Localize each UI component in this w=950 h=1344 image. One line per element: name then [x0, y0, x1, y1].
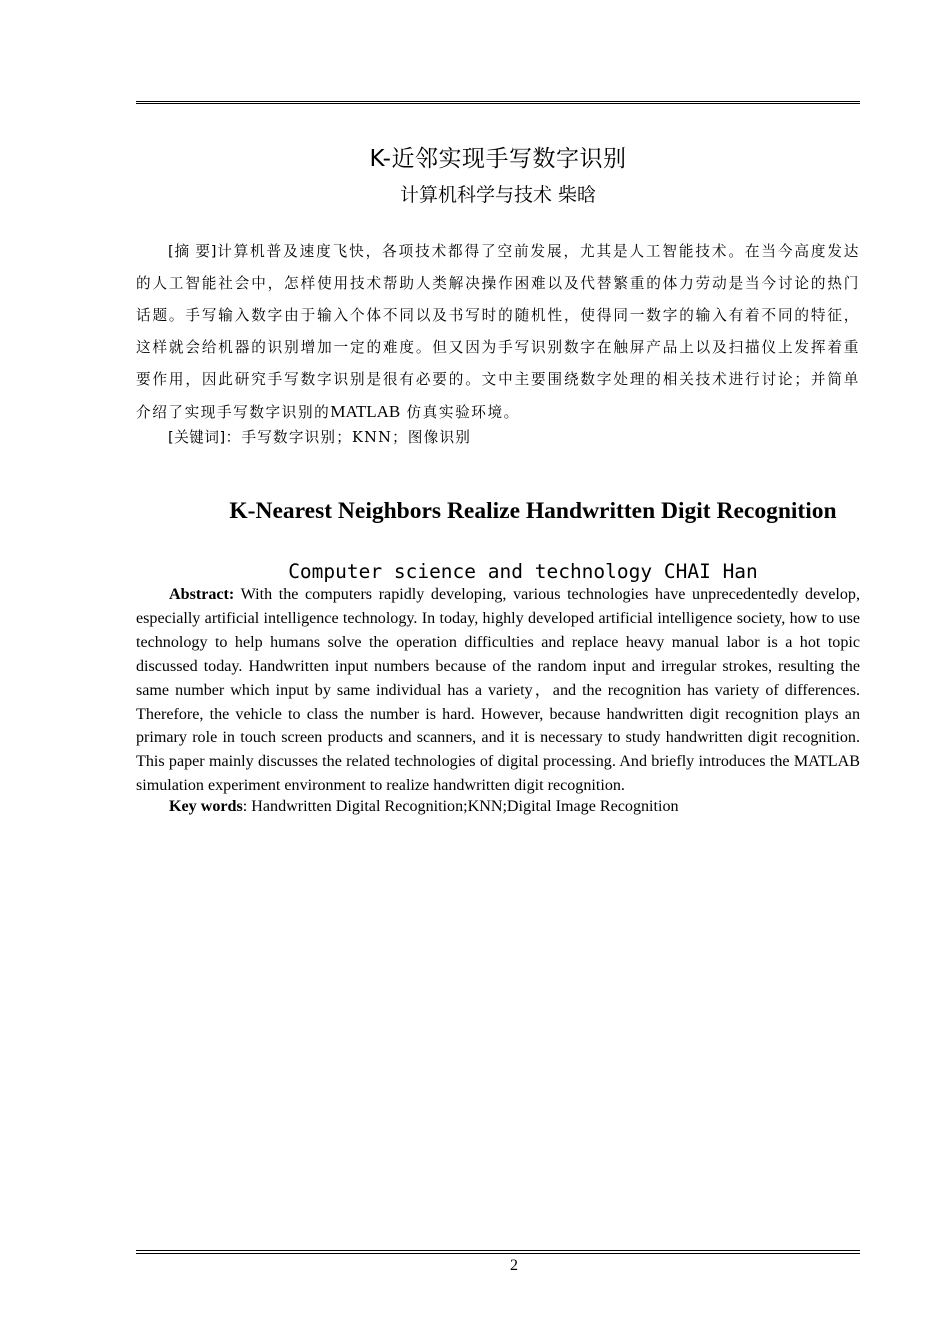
english-keywords-label: Key words — [169, 798, 243, 815]
english-keywords-text: : Handwritten Digital Recognition;KNN;Digital Image Recognition — [242, 798, 679, 815]
chinese-abstract-tail: 仿真实验环境。 — [406, 404, 520, 421]
chinese-abstract — [136, 236, 860, 429]
english-abstract-label: Abstract: — [169, 586, 235, 603]
chinese-abstract-text: 计算机普及速度飞快，各项技术都得了空前发展，尤其是人工智能技术。在当今高度发达的人工智能社会中，怎样使用技术帮助人类解决操作困难以及代替繁重的体力劳动是当今讨论的热门话题。手写输入数字由于输入个体不同以及书写时的随机性，使得同一数字的输入有着不同的特征，这样就会给机器的识别增加一定的难度。但又因为手写识别数字在触屏产品上以及扫描仪上发挥着重要作用，因此研究手写数字识别是很有必要的。文中主要围绕数字处理的相关技术进行讨论；并简单介绍了实现手写数字识别的 — [136, 243, 861, 421]
chinese-abstract-label: [摘 要] — [168, 243, 217, 260]
chinese-title: K-近邻实现手写数字识别 — [369, 146, 627, 172]
chinese-keywords-text: ：手写数字识别；KNN；图像识别 — [225, 429, 472, 446]
english-abstract — [136, 583, 860, 798]
english-title: K-Nearest Neighbors Realize Handwritten Digit Recognition — [229, 498, 837, 524]
chinese-author-line: 计算机科学与技术 柴晗 — [399, 184, 597, 206]
page-number: 2 — [510, 1257, 518, 1274]
header-rule — [136, 101, 860, 104]
english-author-line: Computer science and technology CHAI Han — [288, 560, 758, 583]
english-abstract-text: With the computers rapidly developing, various technologies have unprecedentedly develop, especially artificial intelligence technology. In today, highly developed artificial intelligence society, how to use technology to help humans solve the operation difficulties and replace heavy manual labor is a hot topic discussed today. Handwritten input numbers because of the random input and irregular strokes, resulting the same number which input by same individual has a variety，and the recognition has variety of differences. Therefore, the vehicle to class the number is hard. However, because handwritten digit recognition plays an primary role in touch screen products and scanners, and it is necessary to study handwritten digit recognition. This paper mainly discusses the related technologies of digital processing. And briefly introduces the MATLAB simulation experiment environment to realize handwritten digit recognition. — [136, 586, 860, 795]
chinese-abstract-matlab: MATLAB — [330, 402, 401, 421]
english-keywords — [169, 798, 869, 816]
footer-rule — [136, 1250, 860, 1254]
chinese-keywords — [168, 426, 868, 447]
chinese-keywords-label: [关键词] — [168, 429, 226, 446]
